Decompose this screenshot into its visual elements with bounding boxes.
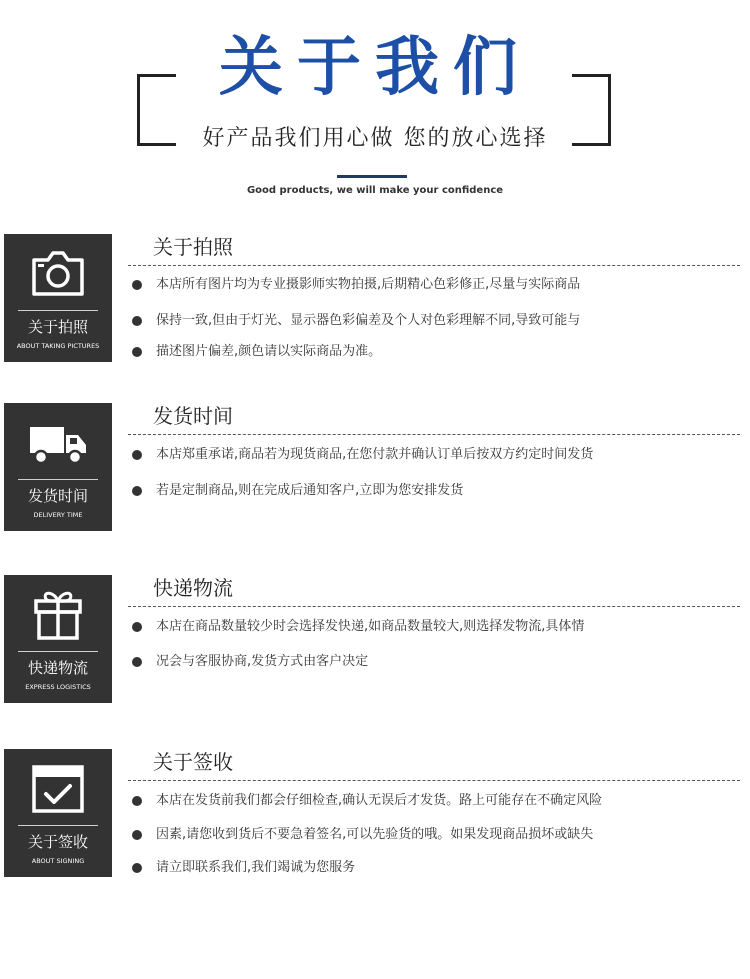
section-delivery-time [0,403,750,538]
header-divider [337,175,407,178]
page-subtitle: 好产品我们用心做 您的放心选择 [202,126,548,151]
section-title: 发货时间 [153,404,233,428]
icon-label: 关于签收 [27,833,88,851]
icon-english-label: ABOUT SIGNING [31,857,85,865]
icon-box [4,234,112,362]
list-item: 本店所有图片均为专业摄影师实物拍摄,后期精心色彩修正,尽量与实际商品 [132,275,742,295]
icon-label: 关于拍照 [27,318,88,336]
checkbox-icon [28,761,88,817]
english-subtitle: Good products, we will make your confidence [246,185,504,196]
bullet-dot [132,863,142,873]
list-item: 保持一致,但由于灯光、显示器色彩偏差及个人对色彩理解不同,导致可能与 [132,311,742,331]
list-item: 请立即联系我们,我们竭诚为您服务 [132,858,742,878]
bullet-dot [132,657,142,667]
section-express-logistics [0,575,750,710]
section-title: 关于拍照 [153,235,233,259]
dashed-divider [128,606,740,607]
dashed-divider [128,780,740,781]
bullet-dot [132,796,142,806]
icon-box [4,749,112,877]
section-title: 关于签收 [153,750,233,774]
section-about-photos [0,234,750,369]
bullet-dot [132,450,142,460]
bullet-dot [132,830,142,840]
list-item: 况会与客服协商,发货方式由客户决定 [132,652,742,672]
section-title: 快递物流 [153,576,233,600]
list-item: 本店在商品数量较少时会选择发快递,如商品数量较大,则选择发物流,具体情 [132,617,742,637]
list-item: 描述图片偏差,颜色请以实际商品为准。 [132,342,742,362]
list-item: 若是定制商品,则在完成后通知客户,立即为您安排发货 [132,481,742,501]
list-item: 因素,请您收到货后不要急着签名,可以先验货的哦。如果发现商品损坏或缺失 [132,825,742,845]
truck-icon [28,415,88,471]
list-item: 本店郑重承诺,商品若为现货商品,在您付款并确认订单后按双方约定时间发货 [132,445,742,465]
icon-label: 快递物流 [27,659,88,677]
gift-icon [28,587,88,643]
icon-box [4,575,112,703]
icon-box [4,403,112,531]
bullet-dot [132,280,142,290]
list-item: 本店在发货前我们都会仔细检查,确认无误后才发货。路上可能存在不确定风险 [132,791,742,811]
dashed-divider [128,434,740,435]
bullet-dot [132,347,142,357]
icon-english-label: EXPRESS LOGISTICS [25,683,91,691]
bullet-dot [132,316,142,326]
page-title: 关于我们 [219,31,531,105]
page-header [0,0,750,215]
camera-icon [28,246,88,302]
icon-english-label: ABOUT TAKING PICTURES [16,342,100,350]
section-about-signing [0,749,750,884]
bullet-dot [132,622,142,632]
bullet-dot [132,486,142,496]
dashed-divider [128,265,740,266]
icon-label: 发货时间 [27,487,88,505]
icon-english-label: DELIVERY TIME [33,511,83,519]
